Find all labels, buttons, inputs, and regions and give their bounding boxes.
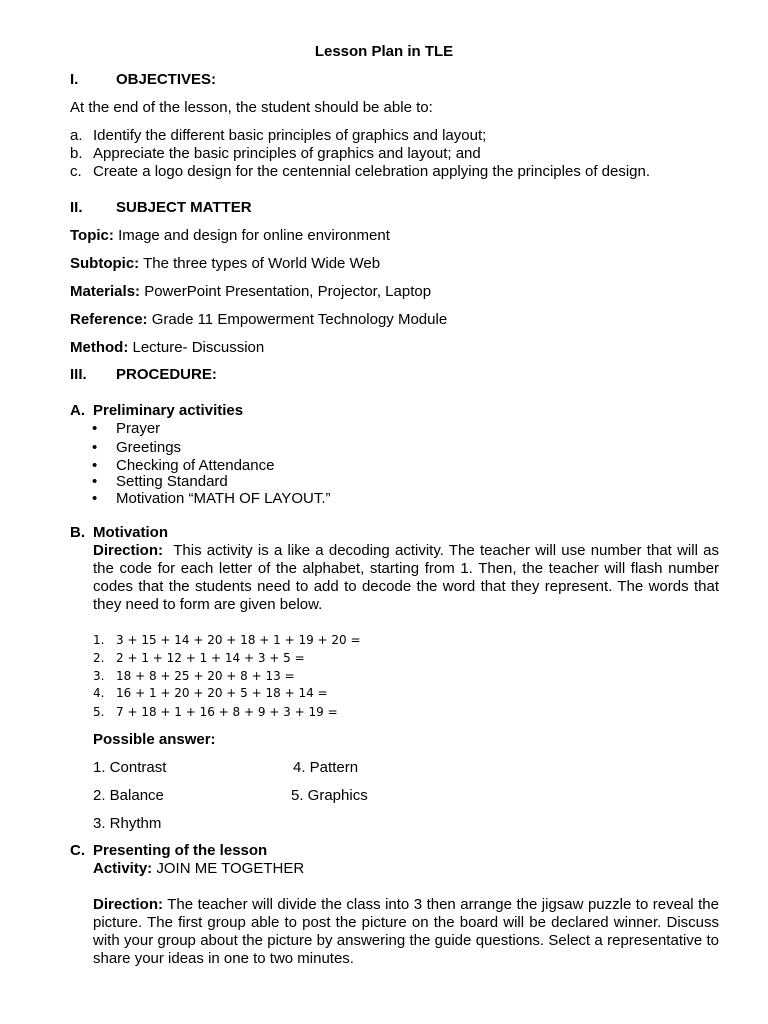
answer-item: 1. Contrast (93, 759, 167, 776)
equation-number: 1. (93, 633, 105, 647)
list-item: Checking of Attendance (116, 457, 275, 474)
equation: 16 + 1 + 20 + 20 + 5 + 18 + 14 = (116, 686, 328, 700)
equation: 7 + 18 + 1 + 16 + 8 + 9 + 3 + 19 = (116, 705, 338, 719)
equation: 3 + 15 + 14 + 20 + 18 + 1 + 19 + 20 = (116, 633, 361, 647)
equation-number: 2. (93, 651, 105, 665)
bullet-icon: • (92, 473, 98, 490)
section-number-procedure: III. (70, 366, 87, 383)
objective-marker: a. (70, 127, 83, 144)
field-reference (70, 311, 447, 329)
subsection-marker-a: A. (70, 402, 85, 419)
answer-item: 5. Graphics (291, 787, 368, 804)
section-heading-subject-matter: SUBJECT MATTER (116, 199, 252, 216)
bullet-icon: • (92, 439, 98, 456)
section-heading-objectives: OBJECTIVES: (116, 71, 217, 88)
list-item: Motivation “MATH OF LAYOUT.” (116, 490, 331, 507)
field-value: PowerPoint Presentation, Projector, Laptop (144, 283, 432, 300)
field-value: Image and design for online environment (118, 227, 390, 244)
objective-marker: b. (70, 145, 83, 162)
field-label: Subtopic: (70, 255, 140, 272)
field-method (70, 339, 264, 357)
field-label: Method: (70, 339, 129, 356)
list-item: Prayer (116, 420, 161, 437)
objective-item: Create a logo design for the centennial celebration applying the principles of design. (93, 163, 651, 180)
subsection-heading-preliminary: Preliminary activities (93, 402, 244, 419)
field-materials (70, 283, 431, 301)
equation-number: 5. (93, 705, 105, 719)
field-value: Grade 11 Empowerment Technology Module (151, 311, 448, 328)
field-label: Materials: (70, 283, 141, 300)
equation-number: 4. (93, 686, 105, 700)
direction-label: Direction: (93, 896, 164, 913)
field-topic (70, 227, 390, 245)
section-heading-procedure: PROCEDURE: (116, 366, 217, 383)
objective-marker: c. (70, 163, 82, 180)
answer-item: 4. Pattern (293, 759, 359, 776)
activity-line (93, 860, 304, 878)
objective-item: Appreciate the basic principles of graphics and layout; and (93, 145, 481, 162)
equation: 2 + 1 + 12 + 1 + 14 + 3 + 5 = (116, 651, 305, 665)
activity-value: JOIN ME TOGETHER (156, 860, 305, 877)
field-subtopic (70, 255, 380, 273)
bullet-icon: • (92, 420, 98, 437)
equation-number: 3. (93, 669, 105, 683)
direction-text: This activity is a like a decoding activity. The teacher will use number that will as the code for each letter of the alphabet, starting from 1. Then, the teacher will flash number codes that the students need to add to decode the word that they represent. The words that they need to form are given below. (93, 542, 719, 613)
subsection-heading-motivation: Motivation (93, 524, 168, 541)
field-label: Reference: (70, 311, 148, 328)
equation: 18 + 8 + 25 + 20 + 8 + 13 = (116, 669, 295, 683)
list-item: Greetings (116, 439, 182, 456)
presenting-direction (93, 896, 719, 968)
subsection-marker-c: C. (70, 842, 85, 859)
activity-label: Activity: (93, 860, 153, 877)
page-title: Lesson Plan in TLE (314, 43, 454, 60)
direction-text: The teacher will divide the class into 3 then arrange the jigsaw puzzle to reveal the picture. The first group able to post the picture on the board will be declared winner. Discuss with your group about the picture by answering the guide questions. Select a representative to share your ideas in one to two minutes. (93, 896, 719, 967)
subsection-marker-b: B. (70, 524, 85, 541)
section-number-subject-matter: II. (70, 199, 83, 216)
field-label: Topic: (70, 227, 114, 244)
objectives-intro: At the end of the lesson, the student should be able to: (70, 99, 433, 116)
bullet-icon: • (92, 490, 98, 507)
subsection-heading-presenting: Presenting of the lesson (93, 842, 268, 859)
field-value: The three types of World Wide Web (143, 255, 381, 272)
possible-answer-heading: Possible answer: (93, 731, 216, 748)
list-item: Setting Standard (116, 473, 228, 490)
section-number-objectives: I. (70, 71, 79, 88)
direction-label: Direction: (93, 542, 164, 559)
field-value: Lecture- Discussion (132, 339, 265, 356)
bullet-icon: • (92, 457, 98, 474)
motivation-direction (93, 542, 719, 614)
answer-item: 3. Rhythm (93, 815, 162, 832)
answer-item: 2. Balance (93, 787, 164, 804)
objective-item: Identify the different basic principles of graphics and layout; (93, 127, 487, 144)
